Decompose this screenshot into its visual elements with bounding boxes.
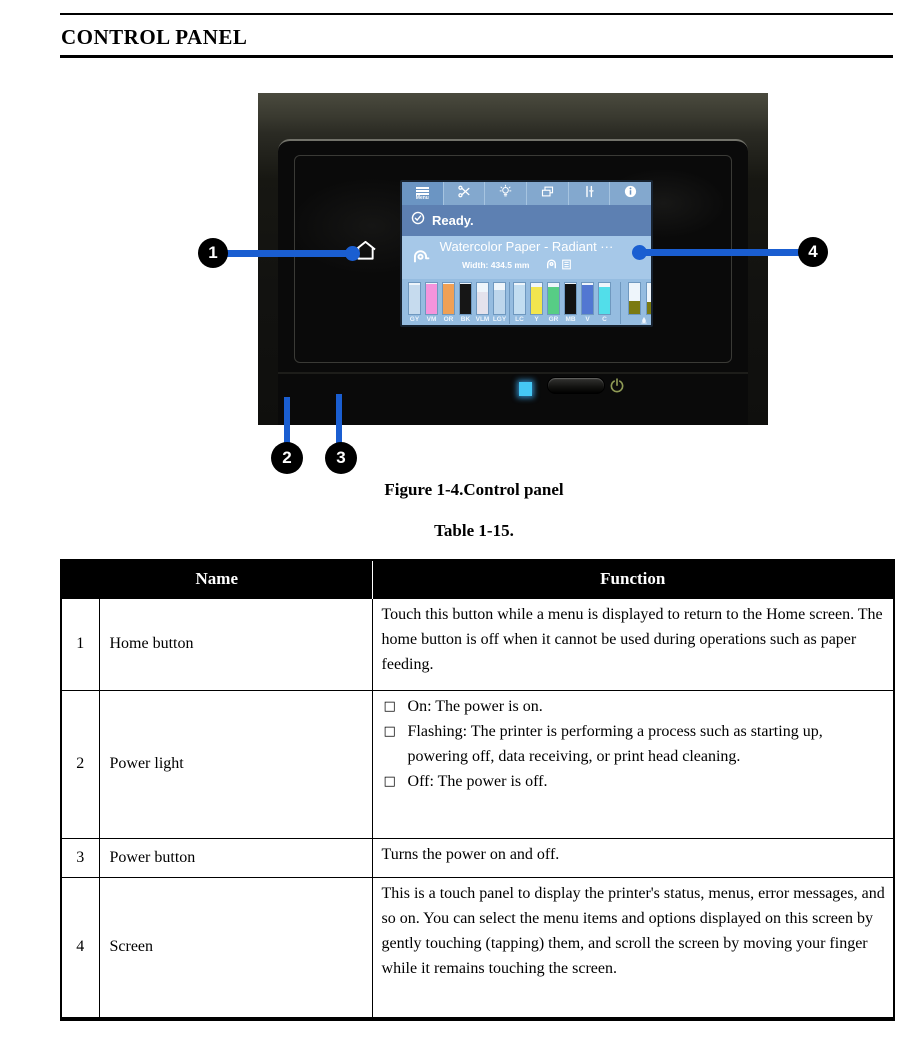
list-item: □ Off: The power is off. <box>382 769 886 794</box>
roll-paper-mini-icon <box>545 258 558 276</box>
callout-3-power-button: 3 <box>325 442 357 474</box>
power-light-states-list <box>382 694 886 794</box>
lightbulb-icon <box>498 184 513 204</box>
row-name: Power light <box>99 690 372 838</box>
row-name: Power button <box>99 838 372 877</box>
power-light-led <box>519 382 532 396</box>
header-rule-top <box>60 13 893 15</box>
scissors-icon <box>457 184 472 204</box>
callout-dot-1 <box>345 246 360 261</box>
row-number: 3 <box>61 838 99 877</box>
row-name: Home button <box>99 598 372 690</box>
row-number: 2 <box>61 690 99 838</box>
ink-level-v: V <box>579 282 596 324</box>
row-function: This is a touch panel to display the printer's status, menus, error messages, and so on. You can select the menu items and options displayed on this screen by gently touching (tapping) them, and scroll the screen by moving your finger while it remains touching the screen. <box>372 877 894 1019</box>
power-button-hw <box>547 377 605 394</box>
callout-line-4 <box>640 249 800 256</box>
ready-check-icon <box>411 211 425 230</box>
paper-info-bar <box>402 236 651 279</box>
cut-button <box>444 182 486 205</box>
row-function: Turns the power on and off. <box>372 838 894 877</box>
callout-2-power-light: 2 <box>271 442 303 474</box>
callout-1-home-button: 1 <box>198 238 228 268</box>
table-row <box>61 690 894 838</box>
table-row <box>61 838 894 877</box>
info-button <box>610 182 651 205</box>
power-symbol-icon <box>608 376 626 400</box>
menu-button <box>402 182 444 205</box>
ink-level-vlm: VLM <box>474 282 491 324</box>
panel-seam <box>278 372 748 374</box>
ink-level-bk: BK <box>457 282 474 324</box>
column-header-name: Name <box>61 560 372 598</box>
row-name: Screen <box>99 877 372 1019</box>
maintenance-tank-levels <box>620 282 653 324</box>
ink-level-c: C <box>596 282 613 324</box>
screens-button <box>527 182 569 205</box>
row-number: 4 <box>61 877 99 1019</box>
page-title: CONTROL PANEL <box>61 25 248 49</box>
sheet-list-icon <box>560 258 573 276</box>
ink-group-2 <box>509 282 613 324</box>
ink-group-1 <box>406 282 508 324</box>
maintenance-button <box>569 182 611 205</box>
callout-dot-4 <box>632 245 647 260</box>
list-item: □ On: The power is on. <box>382 694 886 719</box>
callout-line-2 <box>284 397 290 445</box>
header-rule-bottom <box>60 55 893 58</box>
menu-icon <box>416 187 429 195</box>
callout-line-3 <box>336 394 342 445</box>
maintenance-bar-2 <box>646 282 653 315</box>
ink-level-mb: MB <box>562 282 579 324</box>
ink-level-y: Y <box>528 282 545 324</box>
row-function: Touch this button while a menu is displayed to return to the Home screen. The home button is off when it cannot be used during operations such as paper feeding. <box>372 598 894 690</box>
table-header-row <box>61 560 894 598</box>
table-title: Table 1-15. <box>434 521 514 540</box>
table-row <box>61 877 894 1019</box>
menu-label: Menu <box>415 194 429 201</box>
ink-level-gr: GR <box>545 282 562 324</box>
callout-line-1 <box>222 250 353 257</box>
figure-caption: Figure 1-4.Control panel <box>384 480 564 499</box>
light-button <box>485 182 527 205</box>
touch-screen <box>400 180 653 327</box>
control-panel-table <box>60 559 895 1021</box>
ink-levels-panel <box>402 279 651 325</box>
ink-level-gy: GY <box>406 282 423 324</box>
maintenance-bar-1 <box>628 282 641 315</box>
paper-width: Width: 434.5 mm <box>462 260 530 270</box>
screen-toolbar <box>402 182 651 205</box>
ink-level-lc: LC <box>511 282 528 324</box>
row-number: 1 <box>61 598 99 690</box>
row-function <box>372 690 894 838</box>
control-panel-photo <box>258 93 768 425</box>
column-header-function: Function <box>372 560 894 598</box>
ink-level-vm: VM <box>423 282 440 324</box>
ink-level-lgy: LGY <box>491 282 508 324</box>
screens-icon <box>540 184 555 204</box>
callout-4-screen: 4 <box>798 237 828 267</box>
paper-name: Watercolor Paper - Radiant ··· <box>439 239 614 254</box>
info-icon <box>623 184 638 204</box>
table-row <box>61 598 894 690</box>
list-item: □ Flashing: The printer is performing a process such as starting up, powering off, data receiving, or print head cleaning. <box>382 719 886 769</box>
status-text: Ready. <box>432 213 474 228</box>
status-bar <box>402 205 651 236</box>
ink-level-or: OR <box>440 282 457 324</box>
maintenance-icon <box>582 184 597 204</box>
